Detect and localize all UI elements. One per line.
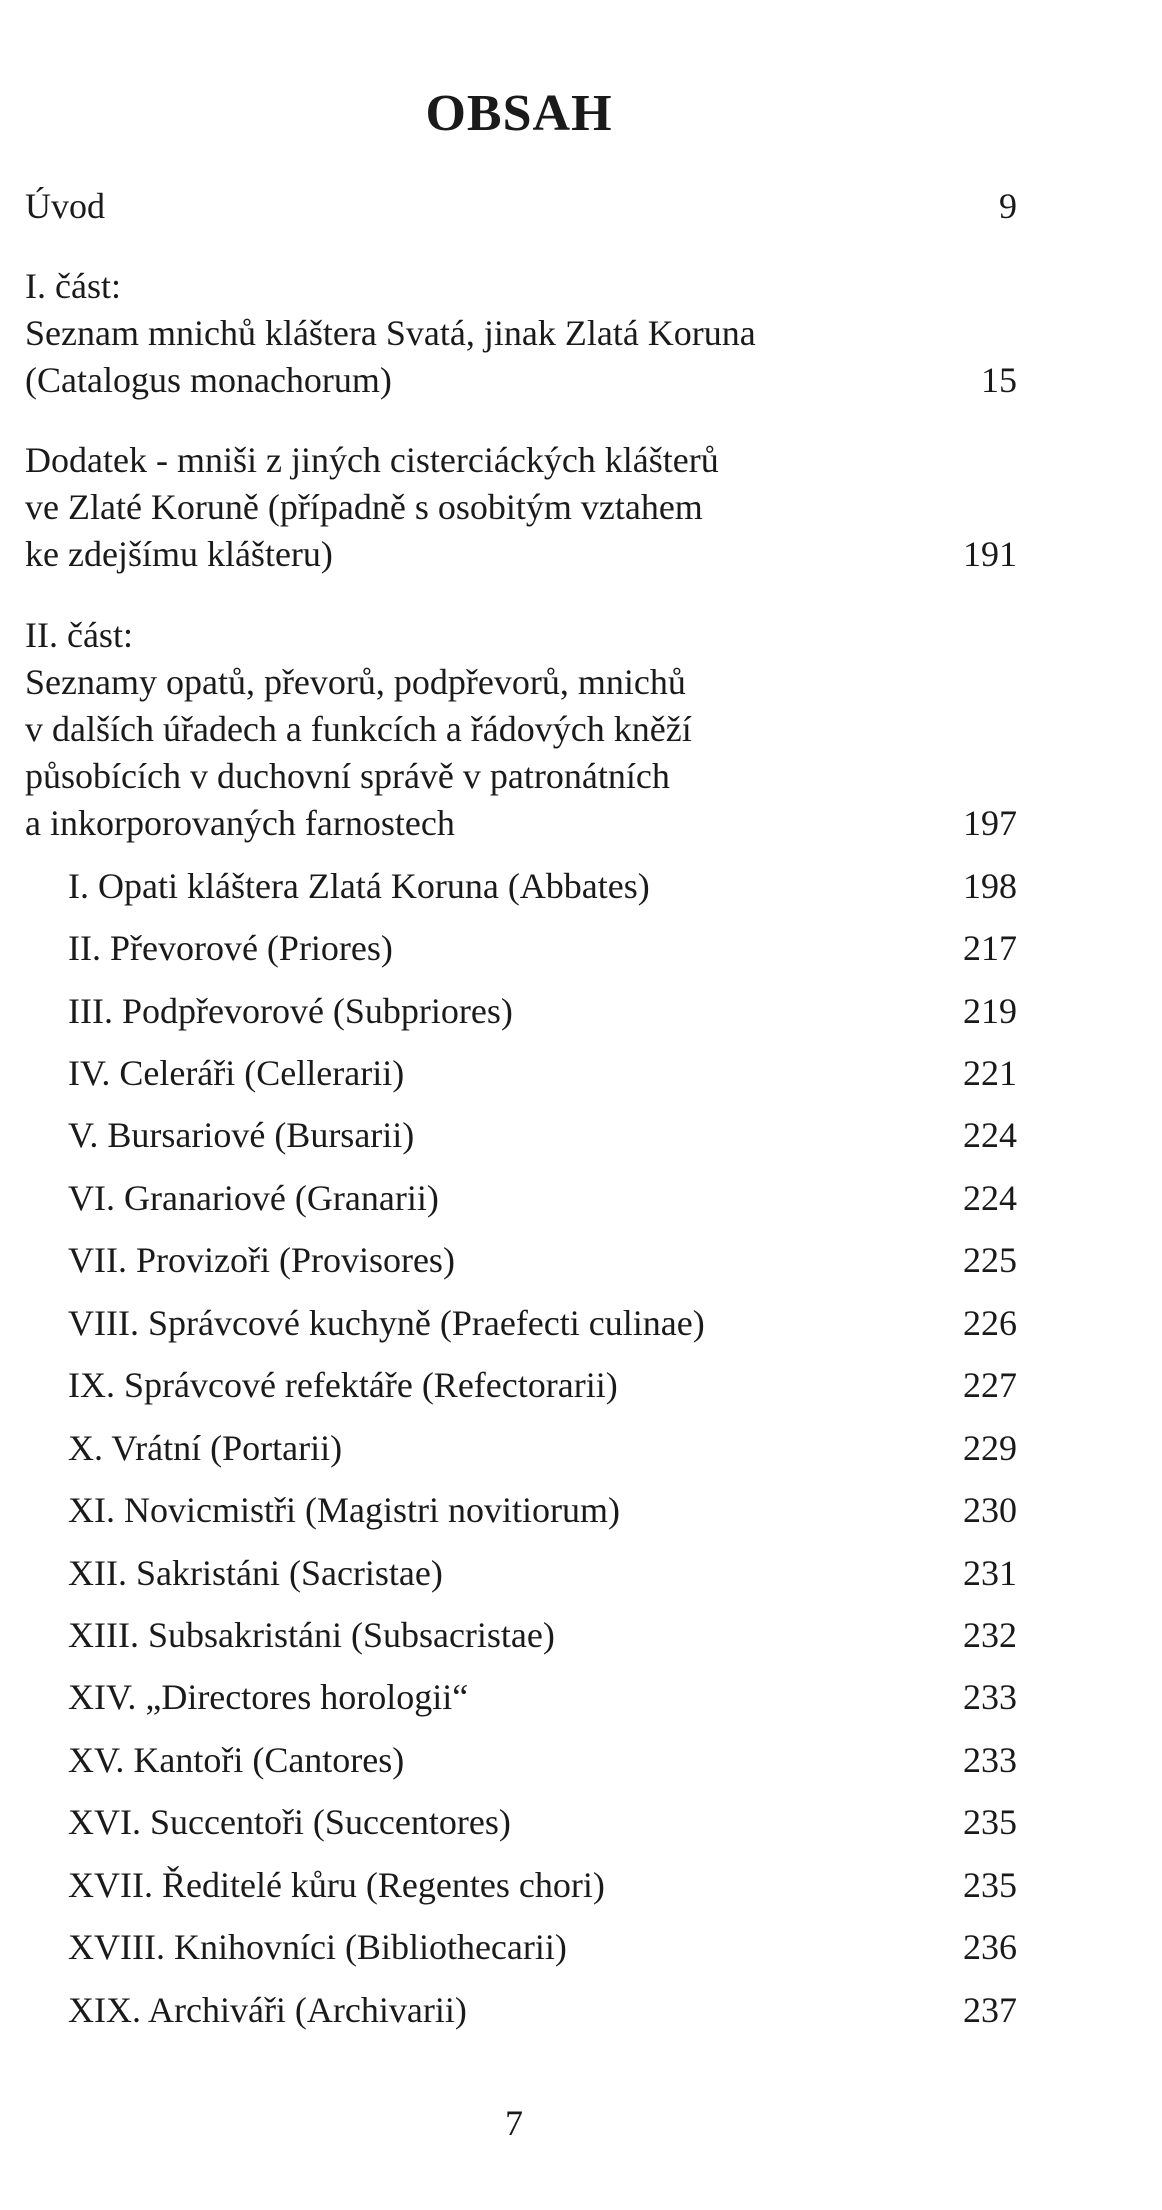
- toc-entry-page: 233: [963, 1677, 1017, 1717]
- part2-heading: II. část:: [25, 615, 133, 655]
- appendix-page: 191: [963, 534, 1017, 574]
- toc-entry-page: 230: [963, 1490, 1017, 1530]
- toc-entry-label: IX. Správcové refektáře (Refectorarii): [68, 1365, 618, 1405]
- part1-page: 15: [981, 360, 1017, 400]
- appendix-line-3: ke zdejšímu klášteru): [25, 534, 333, 574]
- toc-entry-page: 237: [963, 1990, 1017, 2030]
- toc-entry-label: III. Podpřevorové (Subpriores): [68, 991, 513, 1031]
- toc-entry-label: XIII. Subsakristáni (Subsacristae): [68, 1615, 555, 1655]
- toc-entry-label: XIV. „Directores horologii“: [68, 1677, 469, 1717]
- toc-entry-label: XI. Novicmistři (Magistri novitiorum): [68, 1490, 620, 1530]
- page-title: OBSAH: [425, 85, 613, 142]
- part1-heading: I. část:: [25, 266, 121, 306]
- appendix-line-1: Dodatek - mniši z jiných cisterciáckých klášterů: [25, 440, 719, 480]
- appendix-line-2: ve Zlaté Koruně (případně s osobitým vztahem: [25, 487, 703, 527]
- toc-entry-page: 217: [963, 928, 1017, 968]
- part2-page: 197: [963, 803, 1017, 843]
- toc-entry-page: 224: [963, 1178, 1017, 1218]
- part1-line-1: Seznam mnichů kláštera Svatá, jinak Zlatá Koruna: [25, 313, 756, 353]
- toc-entry-label: XV. Kantoři (Cantores): [68, 1740, 405, 1780]
- toc-entry-page: 236: [963, 1927, 1017, 1967]
- toc-entry-page: 198: [963, 866, 1017, 906]
- toc-entry-page: 219: [963, 991, 1017, 1031]
- toc-entry-label: XIX. Archiváři (Archivarii): [68, 1990, 467, 2030]
- toc-entry-page: 226: [963, 1303, 1017, 1343]
- toc-entry-page: 229: [963, 1428, 1017, 1468]
- toc-entry-label: X. Vrátní (Portarii): [68, 1428, 343, 1468]
- toc-entry-label: II. Převorové (Priores): [68, 928, 393, 968]
- toc-entry-label: XVI. Succentoři (Succentores): [68, 1802, 511, 1842]
- toc-entry-label: VII. Provizoři (Provisores): [68, 1240, 455, 1280]
- toc-entry-page: 231: [963, 1553, 1017, 1593]
- toc-entry-label: I. Opati kláštera Zlatá Koruna (Abbates): [68, 866, 650, 906]
- toc-entry-page: 235: [963, 1865, 1017, 1905]
- toc-entry-label: V. Bursariové (Bursarii): [68, 1115, 415, 1155]
- toc-intro-page: 9: [999, 186, 1017, 226]
- toc-entry-page: 233: [963, 1740, 1017, 1780]
- toc-entry-label: XVII. Ředitelé kůru (Regentes chori): [68, 1865, 605, 1905]
- part2-line-2: v dalších úřadech a funkcích a řádových kněží: [25, 709, 692, 749]
- toc-intro-label: Úvod: [25, 186, 105, 226]
- toc-entry-page: 224: [963, 1115, 1017, 1155]
- part1-line-2: (Catalogus monachorum): [25, 360, 392, 400]
- toc-entry-page: 227: [963, 1365, 1017, 1405]
- toc-entry-label: VI. Granariové (Granarii): [68, 1178, 439, 1218]
- part2-line-3: působících v duchovní správě v patronátních: [25, 756, 670, 796]
- toc-entry-page: 221: [963, 1053, 1017, 1093]
- toc-entry-page: 232: [963, 1615, 1017, 1655]
- toc-entry-page: 235: [963, 1802, 1017, 1842]
- toc-entry-label: XVIII. Knihovníci (Bibliothecarii): [68, 1927, 567, 1967]
- toc-entry-label: IV. Celeráři (Cellerarii): [68, 1053, 405, 1093]
- toc-entry-label: VIII. Správcové kuchyně (Praefecti culinae): [68, 1303, 705, 1343]
- toc-entry-page: 225: [963, 1240, 1017, 1280]
- part2-line-1: Seznamy opatů, převorů, podpřevorů, mnichů: [25, 662, 686, 702]
- page-number: 7: [505, 2103, 523, 2143]
- part2-line-4: a inkorporovaných farnostech: [25, 803, 455, 843]
- toc-entry-label: XII. Sakristáni (Sacristae): [68, 1553, 443, 1593]
